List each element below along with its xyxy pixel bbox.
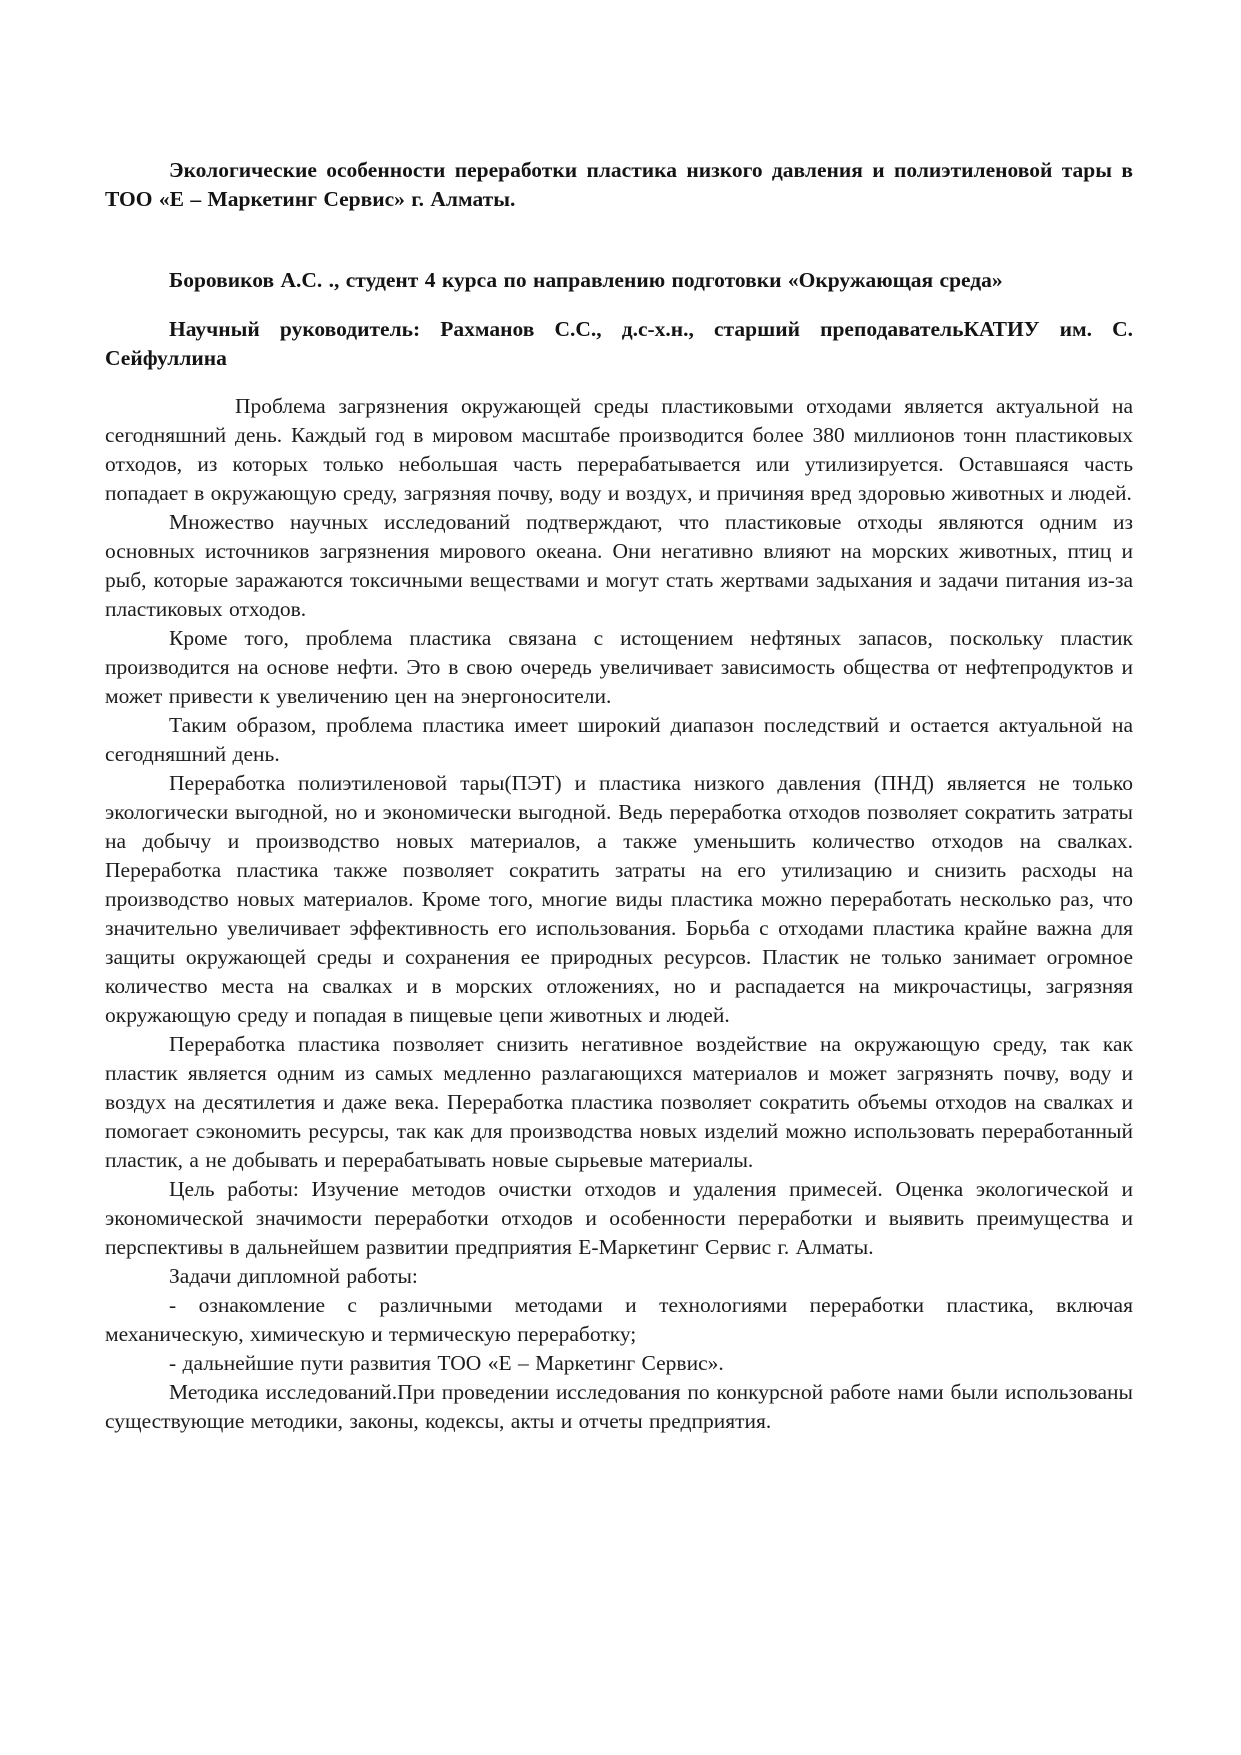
document-body [105,392,1133,1436]
paragraph: Множество научных исследований подтверждают, что пластиковые отходы являются одним из основных источников загрязнения мирового океана. Они негативно влияют на морских животных, птиц и рыб, которые заражаются токсичными веществами и могут стать жертвами задыхания и задачи питания из-за пластиковых отходов. [105,510,1133,621]
paragraph: Методика исследований.При проведении исследования по конкурсной работе нами были использованы существующие методики, законы, кодексы, акты и отчеты предприятия. [105,1380,1133,1433]
paragraph: Кроме того, проблема пластика связана с истощением нефтяных запасов, поскольку пластик производится на основе нефти. Это в свою очередь увеличивает зависимость общества от нефтепродуктов и может привести к увеличению цен на энергоносители. [105,626,1133,708]
paragraph: Проблема загрязнения окружающей среды пластиковыми отходами является актуальной на сегодняшний день. Каждый год в мировом масштабе производится более 380 миллионов тонн пластиковых отходов, из которых только небольшая часть перерабатывается или утилизируется. Оставшаяся часть попадает в окружающую среду, загрязняя почву, воду и воздух, и причиняя вред здоровью животных и людей. [105,394,1133,505]
advisor-line: Научный руководитель: Рахманов С.С., д.с-х.н., старший преподавательКАТИУ им. С. Сейфуллина [105,317,1133,370]
paragraph: - ознакомление с различными методами и технологиями переработки пластика, включая механическую, химическую и термическую переработку; [105,1293,1133,1346]
paragraph: - дальнейшие пути развития ТОО «Е – Маркетинг Сервис». [169,1351,724,1375]
paragraph: Таким образом, проблема пластика имеет широкий диапазон последствий и остается актуальной на сегодняшний день. [105,713,1133,766]
paragraph: Переработка пластика позволяет снизить негативное воздействие на окружающую среду, так как пластик является одним из самых медленно разлагающихся материалов и может загрязнять почву, воду и воздух на десятилетия и даже века. Переработка пластика позволяет сократить объемы отходов на свалках и помогает сэкономить ресурсы, так как для производства новых изделий можно использовать переработанный пластик, а не добывать и перерабатывать новые сырьевые материалы. [105,1032,1133,1172]
paragraph: Цель работы: Изучение методов очистки отходов и удаления примесей. Оценка экологической и экономической значимости переработки отходов и особенности переработки и выявить преимущества и перспективы в дальнейшем развитии предприятия Е-Маркетинг Сервис г. Алматы. [105,1177,1133,1259]
paragraph: Задачи дипломной работы: [169,1264,418,1288]
document-content [105,156,1133,1436]
document-title: Экологические особенности переработки пластика низкого давления и полиэтиленовой тары в ТОО «Е – Маркетинг Сервис» г. Алматы. [105,158,1133,211]
author-line: Боровиков А.С. ., студент 4 курса по направлению подготовки «Окружающая среда» [169,268,1003,292]
paragraph: Переработка полиэтиленовой тары(ПЭТ) и пластика низкого давления (ПНД) является не только экологически выгодной, но и экономически выгодной. Ведь переработка отходов позволяет сократить затраты на добычу и производство новых материалов, а также уменьшить количество отходов на свалках. Переработка пластика также позволяет сократить затраты на его утилизацию и снизить расходы на производство новых материалов. Кроме того, многие виды пластика можно переработать несколько раз, что значительно увеличивает эффективность его использования. Борьба с отходами пластика крайне важна для защиты окружающей среды и сохранения ее природных ресурсов. Пластик не только занимает огромное количество места на свалках и в морских отложениях, но и распадается на микрочастицы, загрязняя окружающую среду и попадая в пищевые цепи животных и людей. [105,771,1133,1027]
